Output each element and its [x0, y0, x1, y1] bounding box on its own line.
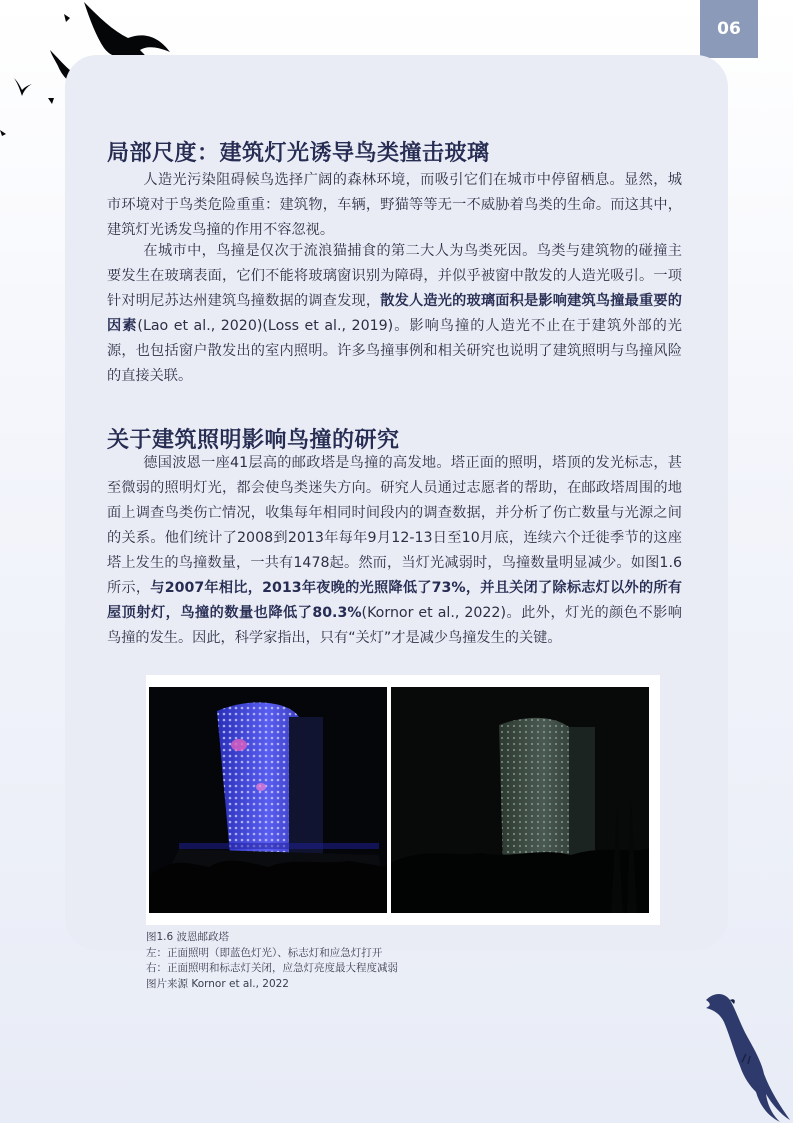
caption-source: 图片来源 Kornor et al., 2022	[146, 977, 289, 990]
caption-title: 图1.6 波恩邮政塔	[146, 931, 230, 943]
figure-caption	[146, 930, 398, 992]
paragraph-text: (Lao et al., 2020)(Loss et al., 2019)。影响鸟撞的人造光不止在于建筑外部的光源，也包括窗户散发出的室内照明。许多鸟撞事例和相关研究也说明了建筑照明与鸟撞风险的直接关联。	[107, 318, 682, 384]
paragraph-text: 在城市中，鸟撞是仅次于流浪猫捕食的第二大人为鸟类死因。鸟类与建筑物的碰撞主要发生在玻璃表面，它们不能将玻璃窗识别为障碍，并似乎被窗中散发的人造光吸引。一项针对明尼苏达州建筑鸟撞数据的调查发现，	[107, 243, 682, 309]
paragraph-bird-collision	[107, 239, 682, 389]
photo-tower-lights-off	[391, 687, 649, 913]
caption-right: 右：正面照明和标志灯关闭，应急灯亮度最大程度减弱	[146, 962, 398, 974]
caption-left: 左：正面照明（即蓝色灯光）、标志灯和应急灯打开	[146, 946, 383, 959]
section-heading-research: 关于建筑照明影响鸟撞的研究	[107, 428, 400, 453]
section-heading-local-scale: 局部尺度：建筑灯光诱导鸟类撞击玻璃	[107, 141, 490, 166]
paragraph-text: (Kornor et al., 2022)。此外，灯光的颜色不影响鸟撞的发生。因此，科学家指出，只有“关灯”才是减少鸟撞发生的关键。	[107, 605, 682, 646]
paragraph-text: 德国波恩一座41层高的邮政塔是鸟撞的高发地。塔正面的照明，塔顶的发光标志，甚至微弱的照明灯光，都会使鸟类迷失方向。研究人员通过志愿者的帮助，在邮政塔周围的地面上调查鸟类伤亡情况，收集每年相同时间段内的调查数据，并分析了伤亡数量与光源之间的关系。他们统计了2008到2013年每年9月12-13日至10月底，连续六个迁徙季节的这座塔上发生的鸟撞数量，一共有1478起。然而，当灯光减弱时，鸟撞数量明显减少。如图1.6所示，	[107, 455, 682, 596]
paragraph-emphasis: 与2007年相比，2013年夜晚的光照降低了73%，并且关闭了除标志灯以外的所有屋顶射灯，鸟撞的数量也降低了80.3%	[107, 580, 682, 621]
swallow-icon	[700, 990, 793, 1123]
page-number: 06	[700, 0, 758, 58]
photo-tower-lights-on	[149, 687, 387, 913]
paragraph-bonn-tower-study	[107, 451, 682, 651]
paragraph-text: 人造光污染阻碍候鸟选择广阔的森林环境，而吸引它们在城市中停留栖息。显然，城市环境对于鸟类危险重重：建筑物，车辆，野猫等等无一不威胁着鸟类的生命。而这其中，建筑灯光诱发鸟撞的作用不容忽视。	[107, 172, 682, 238]
paragraph-light-pollution	[107, 168, 682, 243]
figure-bonn-post-tower	[146, 675, 660, 925]
paragraph-emphasis: 散发人造光的玻璃面积是影响建筑鸟撞最重要的因素	[107, 293, 682, 334]
